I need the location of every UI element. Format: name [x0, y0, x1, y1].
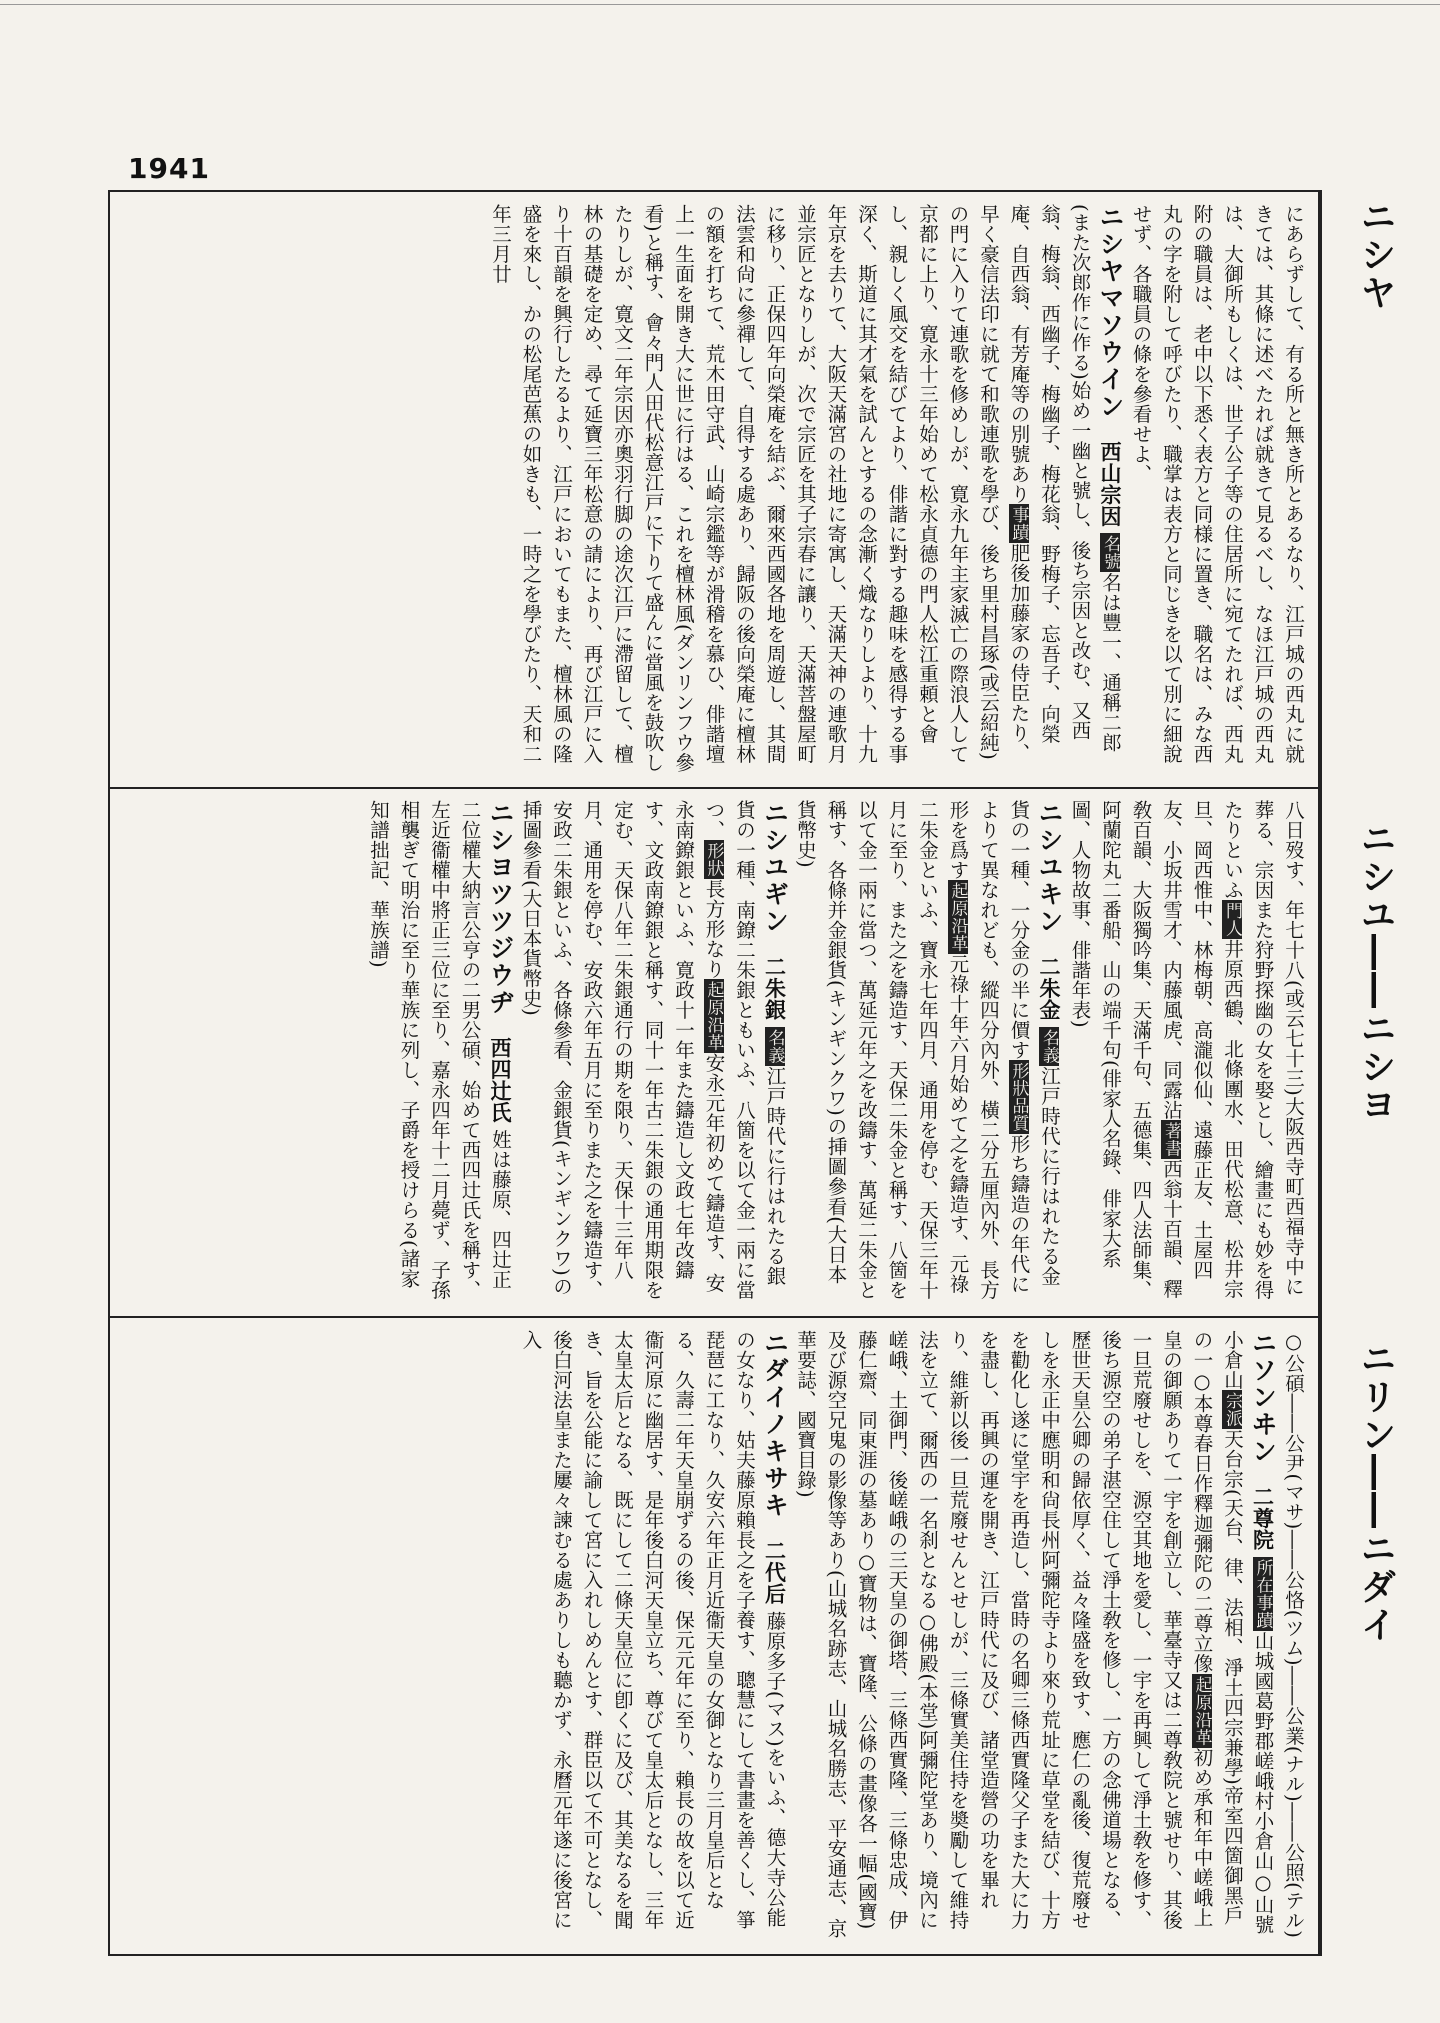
page-number: 1941: [128, 152, 210, 185]
tag-label: 名義: [1039, 1028, 1059, 1064]
entry-body: 名は豐一、通稱二郎(また次郎作に作る)始め一幽と號し、後ち宗因と改む、又西翁、梅翁、西幽子、梅幽子、梅花翁、野梅子、忘吾子、向榮庵、自西翁、有芳庵等の別號あり: [1007, 204, 1122, 753]
entry-heading: ニダイノキサキ: [760, 1330, 790, 1519]
entry-subheading: 西山宗因: [1098, 440, 1123, 527]
entry-nidainokisaki: ニダイノキサキ 二代后 藤原多子(マス)をいふ、德大寺公能の女なり、姑夫藤原賴長之を子養す、聰慧にして書畫を善くし、箏琵琶に工なり、久安六年正月近衞天皇の女御となり三月皇后となる、久壽二年天皇崩ずるの後、保元元年に至り、賴長の故を以て近衞河原に幽居す、是年後白河天皇立ち、尊びて皇太后となし、三年太皇太后となる、既にして二條天皇位に卽くに及び、其美なるを聞き、旨を公能に諭して宮に入れしめんとす、群臣以て不可となし、後白河法皇また屢々諫むる處ありしも聽かず、永曆元年遂に後宮に入: [519, 1330, 790, 1930]
tag-label: 著書: [1161, 1122, 1181, 1157]
entry-subheading: 西四辻氏: [488, 1036, 513, 1123]
lower-section: [122, 1330, 1308, 1944]
entry-heading: ニシユキン: [1035, 800, 1064, 935]
tag-label: 門人: [1222, 902, 1242, 937]
guide-right: ニシヤ: [1355, 198, 1396, 312]
upper-lead: にあらずして、有る所と無き所とあるなり、江戸城の西丸に就きては、其條に述べたれば就きて見るべし、なほ江戸城の西丸は、大御所もしくは、世子公子等の住居所に宛てたれば、西丸附の職員は、老中以下悉く表方と同様に置き、職名は、みな西丸の字を附して呼びたり、職掌は表方と同じきを以て別に細說せず、各職員の條を參看せよ、: [1129, 204, 1305, 764]
tag-label: 形狀品質: [1008, 1062, 1029, 1132]
tag-label: 宗派: [1222, 1392, 1242, 1427]
guide-lower: ニリン――ニダイ: [1355, 1340, 1396, 1644]
middle-continuation: 八日歿す、年七十八(或云七十三)大阪西寺町西福寺中に葬る、宗因また狩野探幽の女を娶とし、繪畫にも妙を得たりといふ門人井原西鶴、北條團水、田代松意、松井宗旦、岡西惟中、林梅朝、高瀧似仙、遠藤正友、土屋四友、小坂井雪才、内藤風虎、同露沾著書西翁十百韻、釋敎百韻、大阪獨吟集、天滿千句、五德集、四人法師集、阿蘭陀丸二番船、山の端千句(俳家人名錄、俳家大系圖、人物故事、俳諧年表): [1068, 800, 1305, 1300]
entry-nishukin: ニシユキン 二朱金 名義江戸時代に行はれたる金貨の一種、一分金の半に價す形狀品質形ち鑄造の年代によりて異なれども、縱四分內外、橫二分五厘內外、長方形を爲す起原沿革元祿十年六月始めて之を鑄造す、元祿二朱金といふ、寶永七年四月、通用を停む、天保三年十月に至り、また之を鑄造す、天保二朱金と稱す、八箇を以て金一兩に當つ、萬延元年之を改鑄す、萬延二朱金と稱す、各條并金銀貨(キンギンクワ)の挿圖參看(大日本貨幣史): [794, 800, 1064, 1300]
entry-subheading: 二朱銀: [762, 955, 788, 1021]
entry-nisonin: ニソンヰン 二尊院 所在事蹟山城國葛野郡嵯峨村小倉山○山號小倉山宗派天台宗(天台、律、法相、淨土四宗兼學)帝室四箇御黑戶の一○本尊春日作釋迦彌陀の二尊立像起原沿革初め承和年中嵯峨上皇の御願ありて一宇を創立し、華臺寺又は二尊敎院と號せり、其後一旦荒廢せしを、源空其地を愛し、一宇を再興して淨土敎を修す、後ち源空の弟子湛空住して淨土敎を修し、一方の念佛道場となる、歷世天皇公卿の歸依厚く、益々隆盛を致す、應仁の亂後、復荒廢せしを永正中應明和尙長州阿彌陀寺より來り荒址に草堂を結び、十方を勸化し遂に堂宇を再造し、當時の名卿三條西實隆父子また大に力を盡し、再興の運を開き、江戸時代に及び、諸堂造營の功を畢れり、維新以後一旦荒廢せんとせしが、三條實美住持を奬勵して維持法を立て、爾西の一名刹となる○佛殿(本堂)阿彌陀堂あり、境內に嵯峨、土御門、後嵯峨の三天皇の御塔、三條西實隆、三條忠成、伊藤仁齋、同東涯の墓あり○寶物は、寶隆、公條の畫像各一幅(國寶)及び源空兄鬼の影像等あり(山城名跡志、山城名勝志、平安通志、京華要誌、國寶目錄): [794, 1330, 1278, 1939]
entry-nishiyama: [485, 204, 1126, 776]
upper-divider: [108, 787, 1320, 789]
top-rule: [0, 4, 1440, 5]
middle-section: [122, 800, 1308, 1304]
tag-label: 起原沿革: [1191, 1675, 1212, 1746]
tag-label: 起原沿革: [703, 981, 724, 1051]
lower-divider: [108, 1316, 1320, 1318]
tag-label: 所在事蹟: [1252, 1558, 1273, 1629]
tag-label: 形狀: [703, 842, 724, 877]
entry-nishiyotsutsuji: ニシヨツツジウヂ 西四辻氏 姓は藤原、四辻正二位權大納言公亨の二男公碩、始めて西四辻氏を稱す、左近衞權中將正三位に至り、嘉永四年十二月薨ず、子孫相襲ぎて明治に至り華族に列し、子爵を授けらる(諸家知譜拙記、華族譜): [367, 800, 515, 1300]
entry-heading: ニシユギン: [760, 800, 790, 935]
tag-label: 起原沿革: [947, 882, 968, 952]
entry-subheading: 二朱金: [1037, 955, 1062, 1021]
lineage: ○公碩――公尹(マサ)――公恪(ツム)――公業(ナル)――公照(テル): [1282, 1330, 1305, 1939]
tag-label: 名號: [1100, 535, 1120, 571]
entry-heading: ニシヨツツジウヂ: [486, 800, 515, 1016]
right-divider: [1320, 190, 1322, 1956]
entry-nishugin: ニシユギン 二朱銀 名義江戸時代に行はれたる銀貨の一種、南鐐二朱銀ともいふ、八箇を以て金一兩に當つ、形狀長方形なり起原沿革安永元年初めて鑄造す、安永南鐐銀といふ、寛政十一年また鑄造し文政七年改鑄す、文政南鐐銀と稱す、同十一年古二朱銀の通用期限を定む、天保八年二朱銀通行の期を限り、天保十三年八月、通用を停む、安政六年五月に至りまた之を鑄造す、安政二朱銀といふ、各條參看、金銀貨(キンギンクワ)の挿圖參看(大日本貨幣史): [519, 800, 790, 1300]
upper-section: [122, 204, 1308, 776]
entry-heading: ニソンヰン: [1248, 1330, 1278, 1465]
entry-subheading: 二尊院: [1250, 1485, 1276, 1551]
entry-body: 肥後加藤家の侍臣たり、早く豪信法印に就て和歌連歌を學び、後ち里村昌琢(或云紹純)の門に入りて連歌を修めしが、寛永九年主家滅亡の際浪人して京都に上り、寛永十三年始めて松永貞德の門人松江重頼と會し、親しく風交を結びてより、俳諧に對する趣味を感得する事深く、斯道に其才氣を試んとするの念漸く熾なりしより、十九年京を去りて、大阪天滿宮の社地に寄寓し、天滿天神の連歌月並宗匠となりしが、次で宗匠を其子宗春に讓り、天滿菩盤屋町に移り、正保四年向榮庵を結ぶ、爾來西國各地を周遊し、其間法雲和尙に參禪して、自得する處あり、歸阪の後向榮庵に檀林の額を打ちて、荒木田守武、山崎宗鑑等が滑稽を慕ひ、俳諧壇上一生面を開き大に世に行はる、これを檀林風(ダンリンフウ參看)と稱す、會々門人田代松意江戸に下りて盛んに當風を鼓吹したりしが、寛文二年宗因亦奧羽行脚の途次江戸に滯留して、檀林の基礎を定め、尋て延寶三年松意の請により、再び江戸に入り十百韻を興行したるより、江戸においてもまた、檀林風の隆盛を來し、かの松尾芭蕉の如きも、一時之を學びたり、天和二年三月廿: [489, 204, 1031, 773]
entry-subheading: 二代后: [762, 1539, 788, 1605]
tag-label: 事蹟: [1008, 506, 1029, 541]
tag-label: 名義: [764, 1028, 785, 1064]
guide-middle: ニシユ――ニシヨ: [1355, 820, 1396, 1124]
entry-heading: ニシヤマソウイン: [1096, 204, 1125, 420]
